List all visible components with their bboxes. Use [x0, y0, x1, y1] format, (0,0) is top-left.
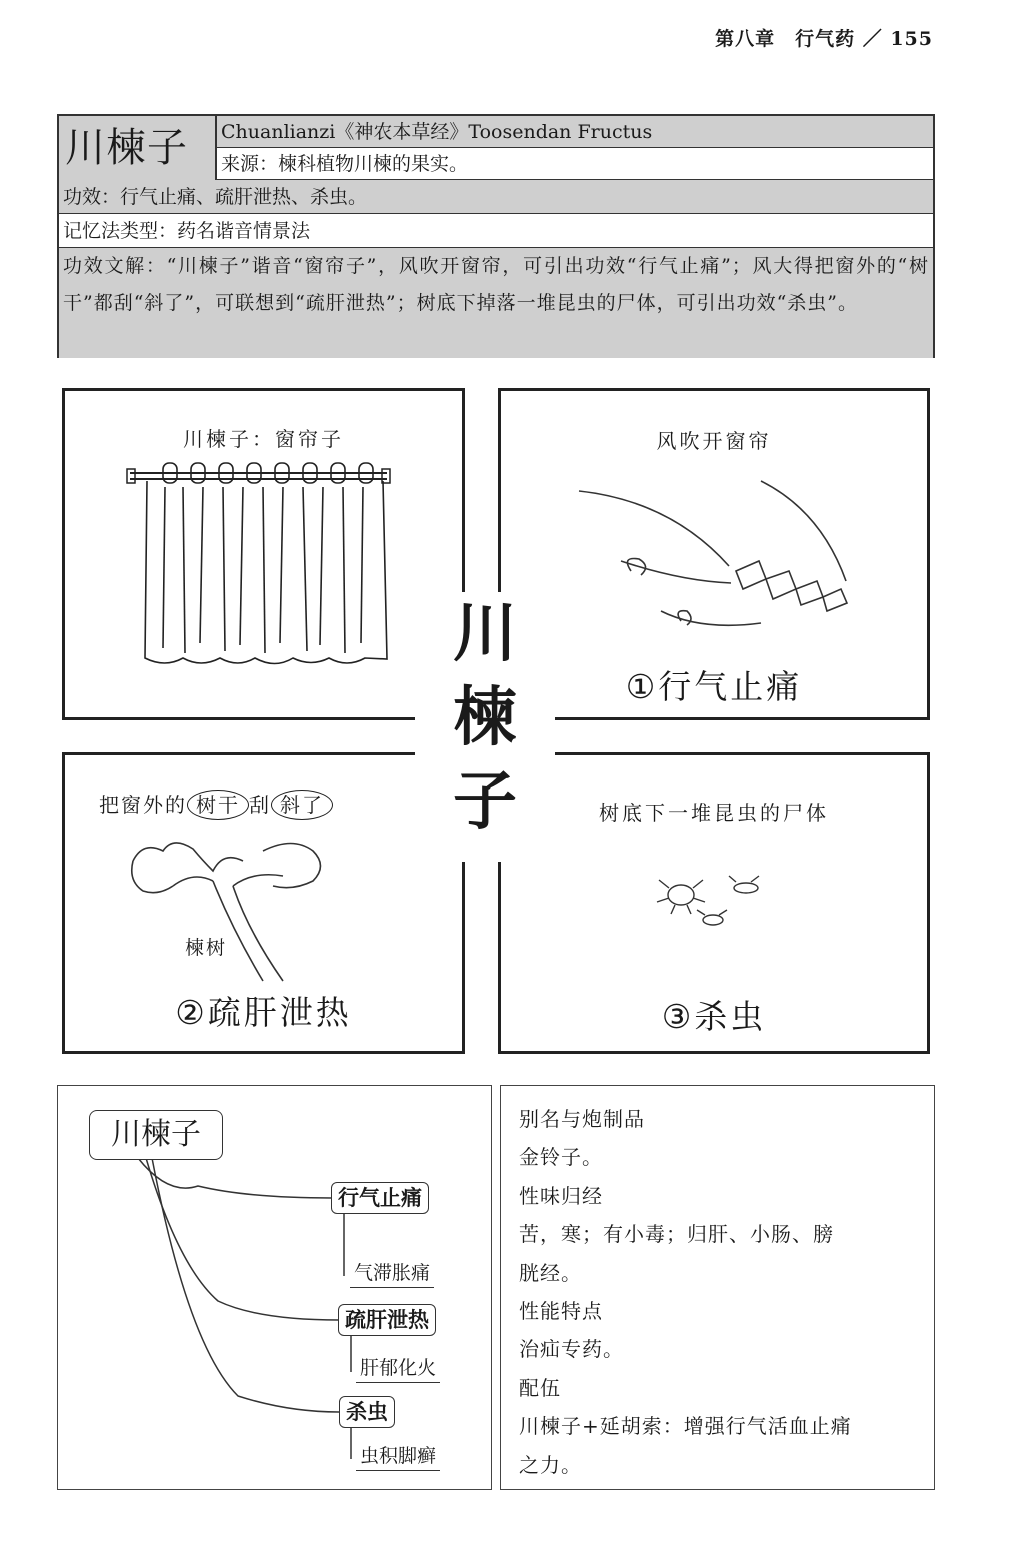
note-heading: 配伍 — [519, 1375, 561, 1400]
note-heading: 性味归经 — [519, 1183, 603, 1208]
note-heading: 性能特点 — [519, 1299, 603, 1324]
panel-caption: 川楝子：窗帘子 — [183, 427, 344, 451]
comic-panel-tree — [62, 752, 465, 1054]
herb-info-table — [57, 114, 935, 358]
note-heading: 别名与炮制品 — [519, 1107, 645, 1131]
comic-panel-insects — [498, 752, 930, 1054]
herb-efficacy: 功效：行气止痛、疏肝泄热、杀虫。 — [59, 180, 933, 214]
comic-panel-wind — [498, 388, 930, 720]
caption-mid: 刮 — [249, 793, 271, 817]
mindmap-branch: 疏肝泄热 — [338, 1304, 436, 1336]
note-text: 川楝子+延胡索：增强行气活血止痛 — [519, 1414, 852, 1439]
notes-box — [500, 1085, 935, 1490]
center-herb-title — [415, 592, 555, 862]
comic-panel-curtain — [62, 388, 465, 720]
running-header: 第八章 行气药 ／ 155 — [715, 28, 933, 50]
panel-caption: 风吹开窗帘 — [656, 429, 772, 453]
mindmap-leaf: 肝郁化火 — [356, 1353, 440, 1383]
note-text: 金铃子。 — [519, 1145, 603, 1170]
memory-method: 记忆法类型：药名谐音情景法 — [59, 214, 933, 248]
panel-label: ②疏肝泄热 — [175, 993, 352, 1032]
insects-illustration — [651, 870, 771, 940]
panel-caption: 树底下一堆昆虫的尸体 — [599, 801, 829, 825]
note-text: 治疝专药。 — [519, 1337, 624, 1362]
mindmap-branch: 行气止痛 — [331, 1182, 429, 1214]
circled-word-tilted: 斜了 — [271, 790, 333, 820]
center-title-char: 子 — [453, 764, 517, 839]
panel-label: ③杀虫 — [661, 997, 767, 1036]
herb-latin-name: Chuanlianzi《神农本草经》Toosendan Fructus — [217, 116, 933, 148]
center-title-char: 川 — [453, 596, 517, 671]
circled-word-tree-trunk: 树干 — [187, 790, 249, 820]
panel-caption — [99, 789, 333, 818]
center-title-char: 楝 — [453, 680, 517, 755]
tree-illustration — [123, 831, 343, 991]
note-text: 胱经。 — [519, 1260, 582, 1285]
caption-prefix: 把窗外的 — [99, 793, 187, 817]
tree-label: 楝树 — [185, 937, 228, 959]
herb-title: 川楝子 — [59, 116, 217, 180]
wind-curtain-illustration — [561, 471, 861, 641]
note-text: 之力。 — [519, 1452, 582, 1477]
panel-label: ①行气止痛 — [625, 667, 803, 706]
mindmap-root: 川楝子 — [89, 1110, 223, 1160]
mindmap-leaf: 气滞胀痛 — [350, 1258, 434, 1288]
efficacy-explanation: 功效文解：“川楝子”谐音“窗帘子”，风吹开窗帘，可引出功效“行气止痛”；风大得把窗外的“树干”都刮“斜了”，可联想到“疏肝泄热”；树底下掉落一堆昆虫的尸体，可引出功效“杀虫”。 — [59, 248, 933, 358]
mindmap-branch: 杀虫 — [339, 1396, 395, 1428]
note-text: 苦，寒；有小毒；归肝、小肠、膀 — [519, 1222, 834, 1247]
herb-source: 来源：楝科植物川楝的果实。 — [217, 148, 933, 180]
mindmap-box — [57, 1085, 492, 1490]
mindmap-leaf: 虫积脚癣 — [356, 1441, 440, 1471]
curtain-illustration — [125, 453, 405, 683]
